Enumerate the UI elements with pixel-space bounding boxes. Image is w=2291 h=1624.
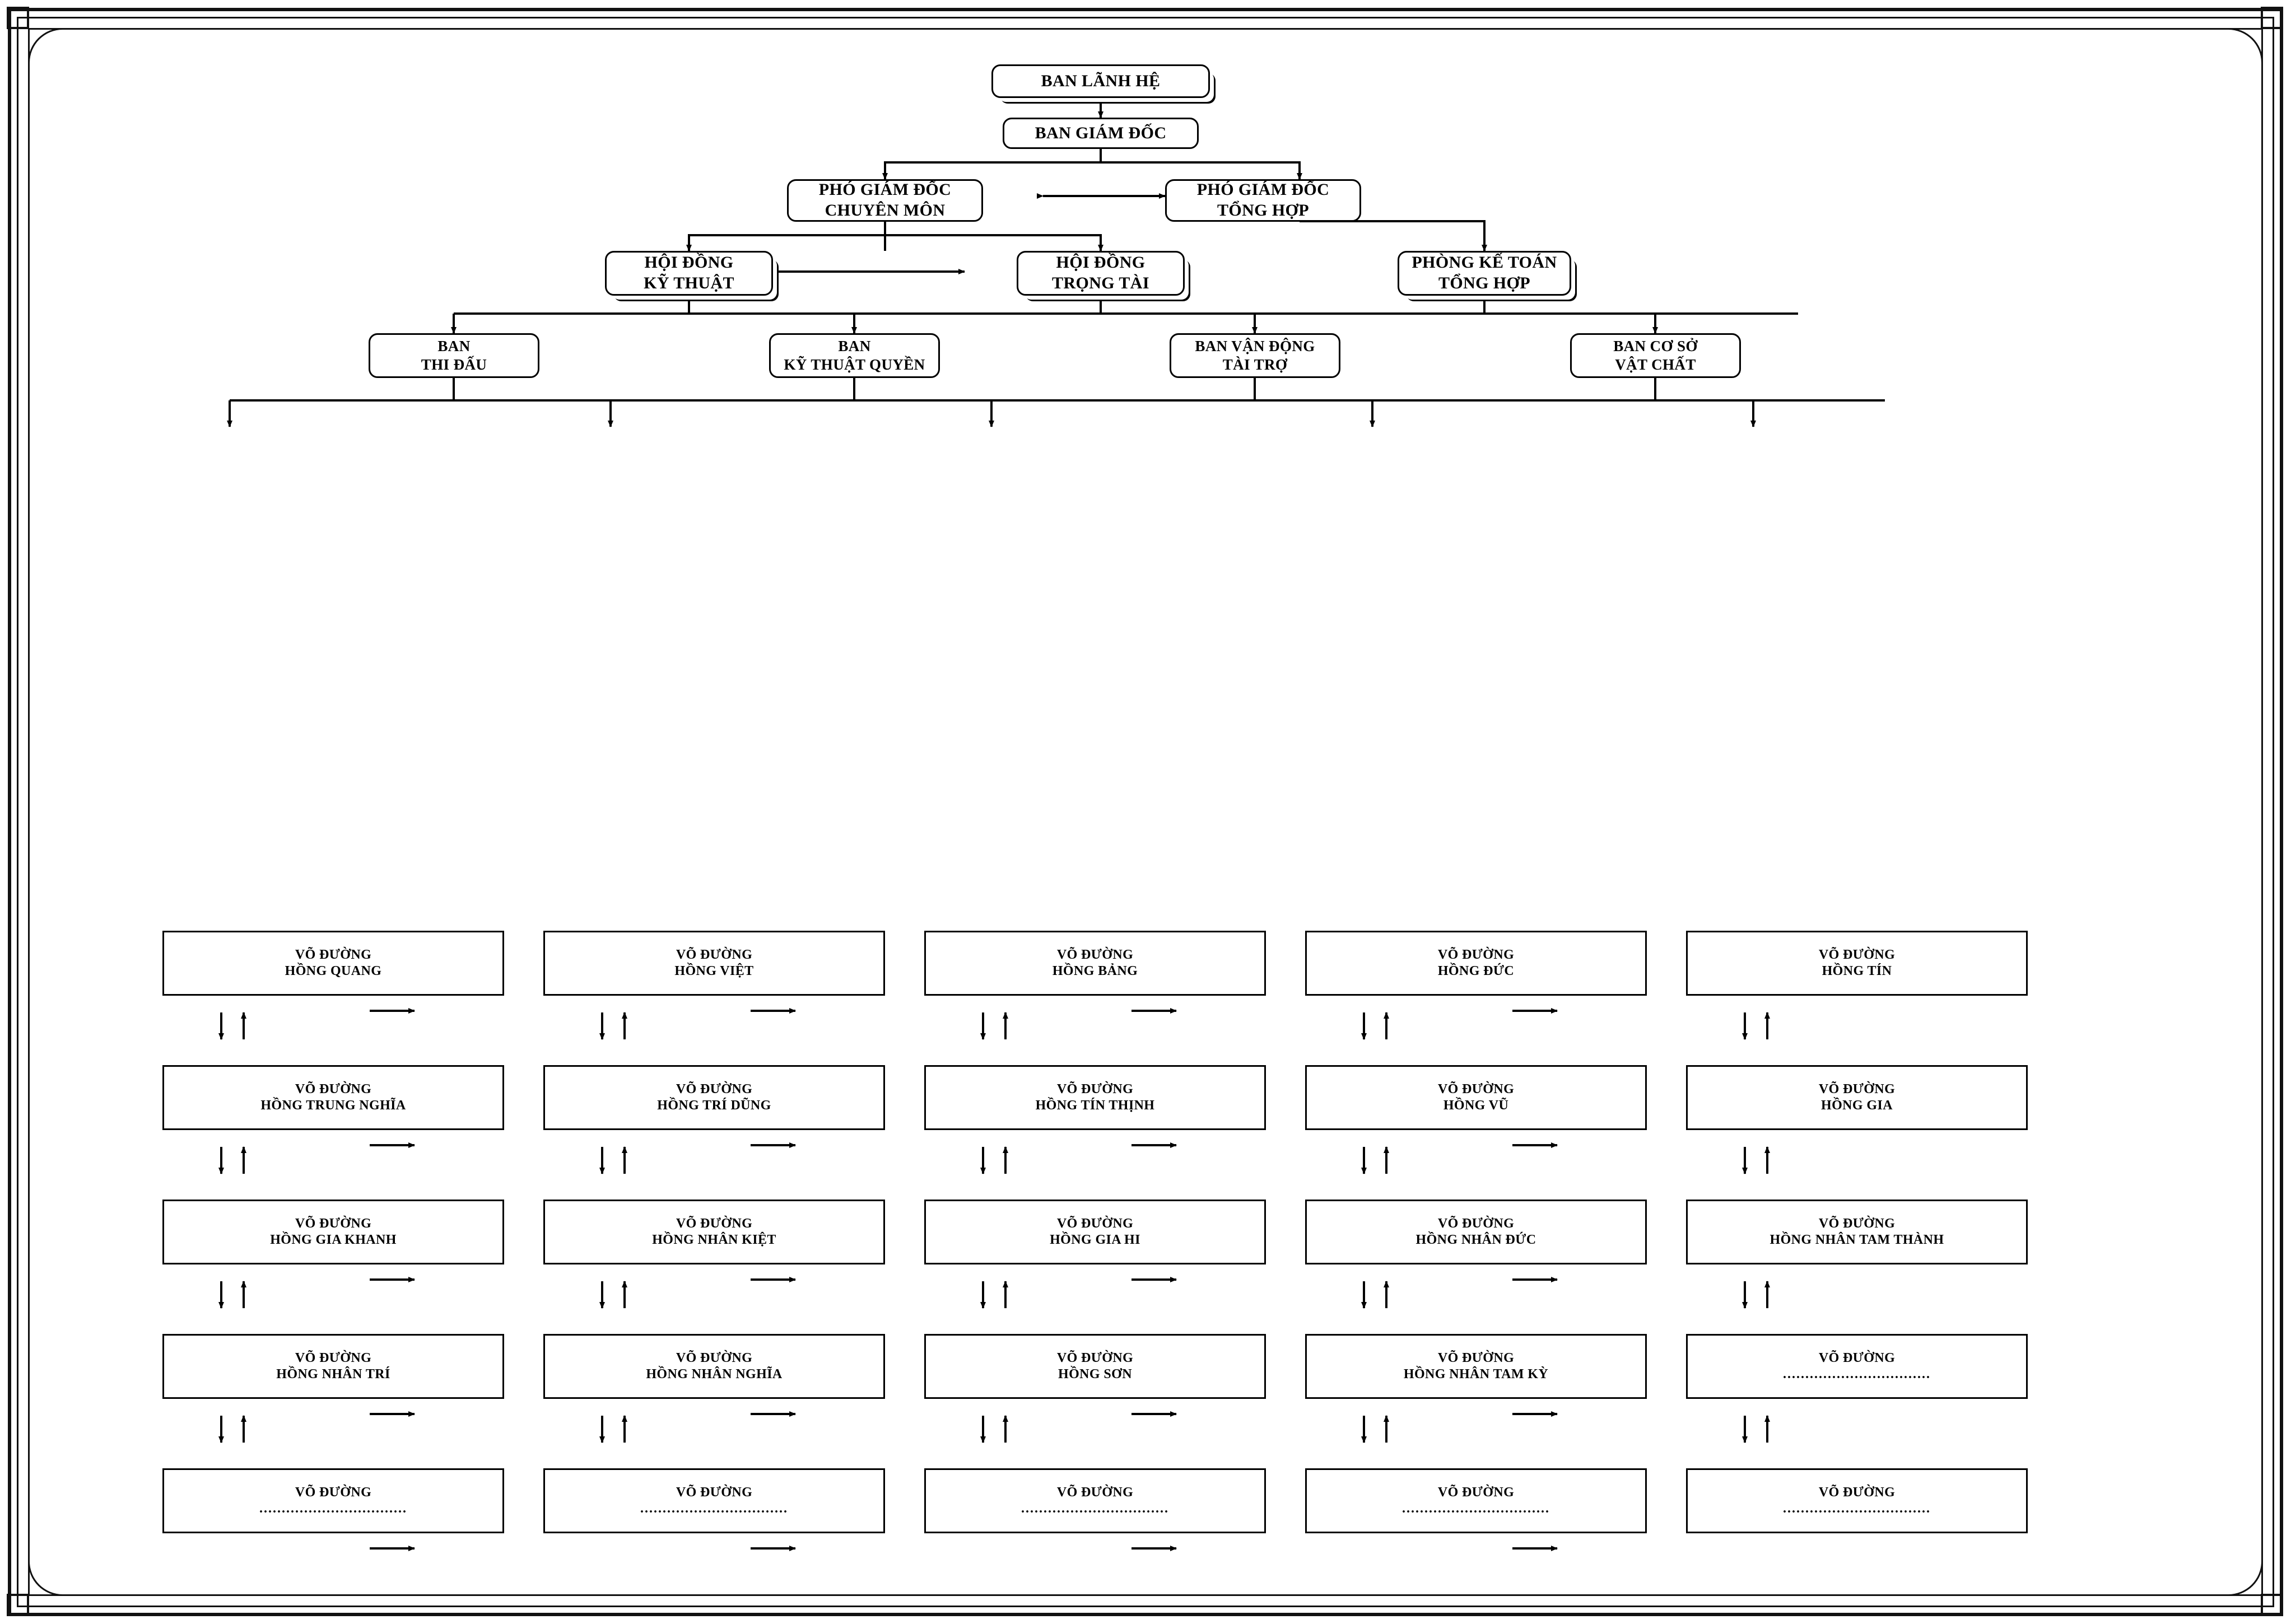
dojo-r2-c3[interactable] — [1305, 1200, 1647, 1264]
node-label-line2: KỸ THUẬT — [644, 274, 734, 292]
dojo-label-line1: VÕ ĐƯỜNG — [1818, 1350, 1896, 1365]
dojo-r3-c4[interactable] — [1686, 1334, 2028, 1399]
dojo-label-line1: VÕ ĐƯỜNG — [676, 947, 753, 962]
node-ban-thi-dau[interactable] — [369, 333, 539, 378]
dojo-r3-c0[interactable] — [162, 1334, 504, 1399]
dojo-label-line1: VÕ ĐƯỜNG — [676, 1216, 753, 1231]
dojo-label-line1: VÕ ĐƯỜNG — [295, 1216, 372, 1231]
node-label-line2: VẬT CHẤT — [1615, 356, 1696, 373]
dojo-label-line1: VÕ ĐƯỜNG — [1056, 1081, 1134, 1096]
node-label-line1: BAN VẬN ĐỘNG — [1195, 338, 1315, 355]
dojo-r2-c0[interactable] — [162, 1200, 504, 1264]
dojo-label-line2: HỒNG TRÍ DŨNG — [657, 1098, 771, 1113]
dojo-label-line1: VÕ ĐƯỜNG — [1818, 1081, 1896, 1096]
dojo-r1-c3[interactable] — [1305, 1065, 1647, 1130]
dojo-label-line2: HỒNG QUANG — [285, 964, 382, 978]
node-label-line2: TỔNG HỢP — [1217, 201, 1310, 220]
dojo-label-line1: VÕ ĐƯỜNG — [1437, 1350, 1515, 1365]
dojo-label-line2: HỒNG BẢNG — [1052, 964, 1138, 978]
node-label-line2: KỸ THUẬT QUYỀN — [784, 356, 925, 373]
dojo-label-line1: VÕ ĐƯỜNG — [1056, 1216, 1134, 1231]
dojo-label-line2: HỒNG VIỆT — [674, 964, 754, 978]
node-pho-giam-doc-chuyen-mon[interactable] — [787, 179, 983, 222]
dojo-r2-c1[interactable] — [543, 1200, 885, 1264]
dojo-label-line1: VÕ ĐƯỜNG — [1818, 1216, 1896, 1231]
dojo-label-line2: HỒNG VŨ — [1443, 1098, 1509, 1113]
dojo-r2-c2[interactable] — [924, 1200, 1266, 1264]
node-label-line2: TRỌNG TÀI — [1052, 274, 1149, 292]
dojo-r1-c4[interactable] — [1686, 1065, 2028, 1130]
node-label-line2: TÀI TRỢ — [1222, 356, 1288, 373]
node-label-line2: THI ĐẤU — [421, 356, 487, 373]
dojo-label-line2: HỒNG GIA — [1821, 1098, 1893, 1113]
dojo-label-line1: VÕ ĐƯỜNG — [295, 1081, 372, 1096]
dojo-label-line2: HỒNG GIA KHANH — [270, 1233, 397, 1247]
dojo-label-line1: VÕ ĐƯỜNG — [1437, 1081, 1515, 1096]
node-label-line1: PHÒNG KẾ TOÁN — [1412, 253, 1557, 272]
dojo-label-line1: VÕ ĐƯỜNG — [676, 1081, 753, 1096]
dojo-label-line1: VÕ ĐƯỜNG — [1056, 1350, 1134, 1365]
dojo-r0-c4[interactable] — [1686, 931, 2028, 996]
dojo-label-line2: HỒNG GIA HI — [1050, 1233, 1140, 1247]
node-hoi-dong-trong-tai[interactable] — [1017, 251, 1185, 296]
dojo-label-line2: HỒNG NHÂN NGHĨA — [646, 1367, 783, 1382]
dojo-label-line2: HỒNG TÍN THỊNH — [1035, 1098, 1155, 1113]
dojo-r1-c2[interactable] — [924, 1065, 1266, 1130]
dojo-label-line2: HỒNG TRUNG NGHĨA — [260, 1098, 406, 1113]
dojo-label-placeholder: ................................. — [259, 1501, 407, 1516]
dojo-label-placeholder: ................................. — [1402, 1501, 1550, 1516]
node-ban-ky-thuat-quyen[interactable] — [769, 333, 940, 378]
dojo-label-placeholder: ................................. — [1783, 1501, 1931, 1516]
node-phong-ke-toan-tong-hop[interactable] — [1398, 251, 1571, 296]
dojo-r3-c1[interactable] — [543, 1334, 885, 1399]
node-label-line1: PHÓ GIÁM ĐỐC — [1196, 180, 1330, 199]
node-label-line1: HỘI ĐỒNG — [1056, 253, 1146, 272]
node-label-line2: TỔNG HỢP — [1438, 274, 1531, 292]
node-ban-lanh-he[interactable] — [991, 64, 1210, 98]
node-label: BAN LÃNH HỆ — [1041, 71, 1161, 90]
dojo-label-line1: VÕ ĐƯỜNG — [676, 1350, 753, 1365]
dojo-r2-c4[interactable] — [1686, 1200, 2028, 1264]
dojo-label-line2: HỒNG TÍN — [1822, 964, 1892, 978]
dojo-r4-c3[interactable] — [1305, 1468, 1647, 1533]
dojo-label-line2: HỒNG NHÂN TAM THÀNH — [1770, 1233, 1944, 1247]
dojo-label-line1: VÕ ĐƯỜNG — [295, 1485, 372, 1500]
dojo-label-line1: VÕ ĐƯỜNG — [1437, 947, 1515, 962]
dojo-r4-c1[interactable] — [543, 1468, 885, 1533]
node-label-line2: CHUYÊN MÔN — [825, 201, 946, 220]
dojo-r3-c2[interactable] — [924, 1334, 1266, 1399]
dojo-label-line1: VÕ ĐƯỜNG — [295, 947, 372, 962]
node-label: BAN GIÁM ĐỐC — [1035, 123, 1167, 142]
dojo-label-line1: VÕ ĐƯỜNG — [1818, 1485, 1896, 1500]
node-label-line1: HỘI ĐỒNG — [644, 253, 734, 272]
dojo-r0-c0[interactable] — [162, 931, 504, 996]
dojo-r4-c0[interactable] — [162, 1468, 504, 1533]
dojo-r0-c1[interactable] — [543, 931, 885, 996]
dojo-label-line2: HỒNG NHÂN KIỆT — [652, 1233, 776, 1247]
dojo-label-line1: VÕ ĐƯỜNG — [1056, 1485, 1134, 1500]
node-label-line1: BAN — [838, 338, 871, 355]
dojo-label-placeholder: ................................. — [1783, 1367, 1931, 1382]
node-label-line1: BAN — [437, 338, 471, 355]
dojo-label-placeholder: ................................. — [640, 1501, 788, 1516]
dojo-r4-c2[interactable] — [924, 1468, 1266, 1533]
dojo-r1-c1[interactable] — [543, 1065, 885, 1130]
dojo-label-line1: VÕ ĐƯỜNG — [1437, 1216, 1515, 1231]
dojo-label-line1: VÕ ĐƯỜNG — [1056, 947, 1134, 962]
dojo-label-line1: VÕ ĐƯỜNG — [1818, 947, 1896, 962]
dojo-r0-c3[interactable] — [1305, 931, 1647, 996]
node-hoi-dong-ky-thuat[interactable] — [605, 251, 773, 296]
dojo-label-line2: HỒNG NHÂN ĐỨC — [1415, 1233, 1536, 1247]
node-pho-giam-doc-tong-hop[interactable] — [1165, 179, 1361, 222]
dojo-label-line1: VÕ ĐƯỜNG — [1437, 1485, 1515, 1500]
node-ban-van-dong-tai-tro[interactable] — [1170, 333, 1340, 378]
dojo-label-line2: HỒNG NHÂN TRÍ — [276, 1367, 390, 1382]
dojo-r3-c3[interactable] — [1305, 1334, 1647, 1399]
dojo-label-line2: HỒNG SƠN — [1058, 1367, 1132, 1382]
dojo-label-line1: VÕ ĐƯỜNG — [295, 1350, 372, 1365]
node-ban-giam-doc[interactable] — [1003, 118, 1199, 149]
dojo-r1-c0[interactable] — [162, 1065, 504, 1130]
dojo-r0-c2[interactable] — [924, 931, 1266, 996]
dojo-r4-c4[interactable] — [1686, 1468, 2028, 1533]
node-label-line1: BAN CƠ SỞ — [1613, 338, 1698, 355]
node-label-line1: PHÓ GIÁM ĐỐC — [818, 180, 952, 199]
dojo-label-line2: HỒNG NHÂN TAM KỲ — [1403, 1367, 1549, 1382]
node-ban-co-so-vat-chat[interactable] — [1570, 333, 1741, 378]
dojo-label-line2: HỒNG ĐỨC — [1437, 964, 1515, 978]
dojo-label-line1: VÕ ĐƯỜNG — [676, 1485, 753, 1500]
dojo-label-placeholder: ................................. — [1021, 1501, 1169, 1516]
org-chart — [28, 28, 2263, 1596]
